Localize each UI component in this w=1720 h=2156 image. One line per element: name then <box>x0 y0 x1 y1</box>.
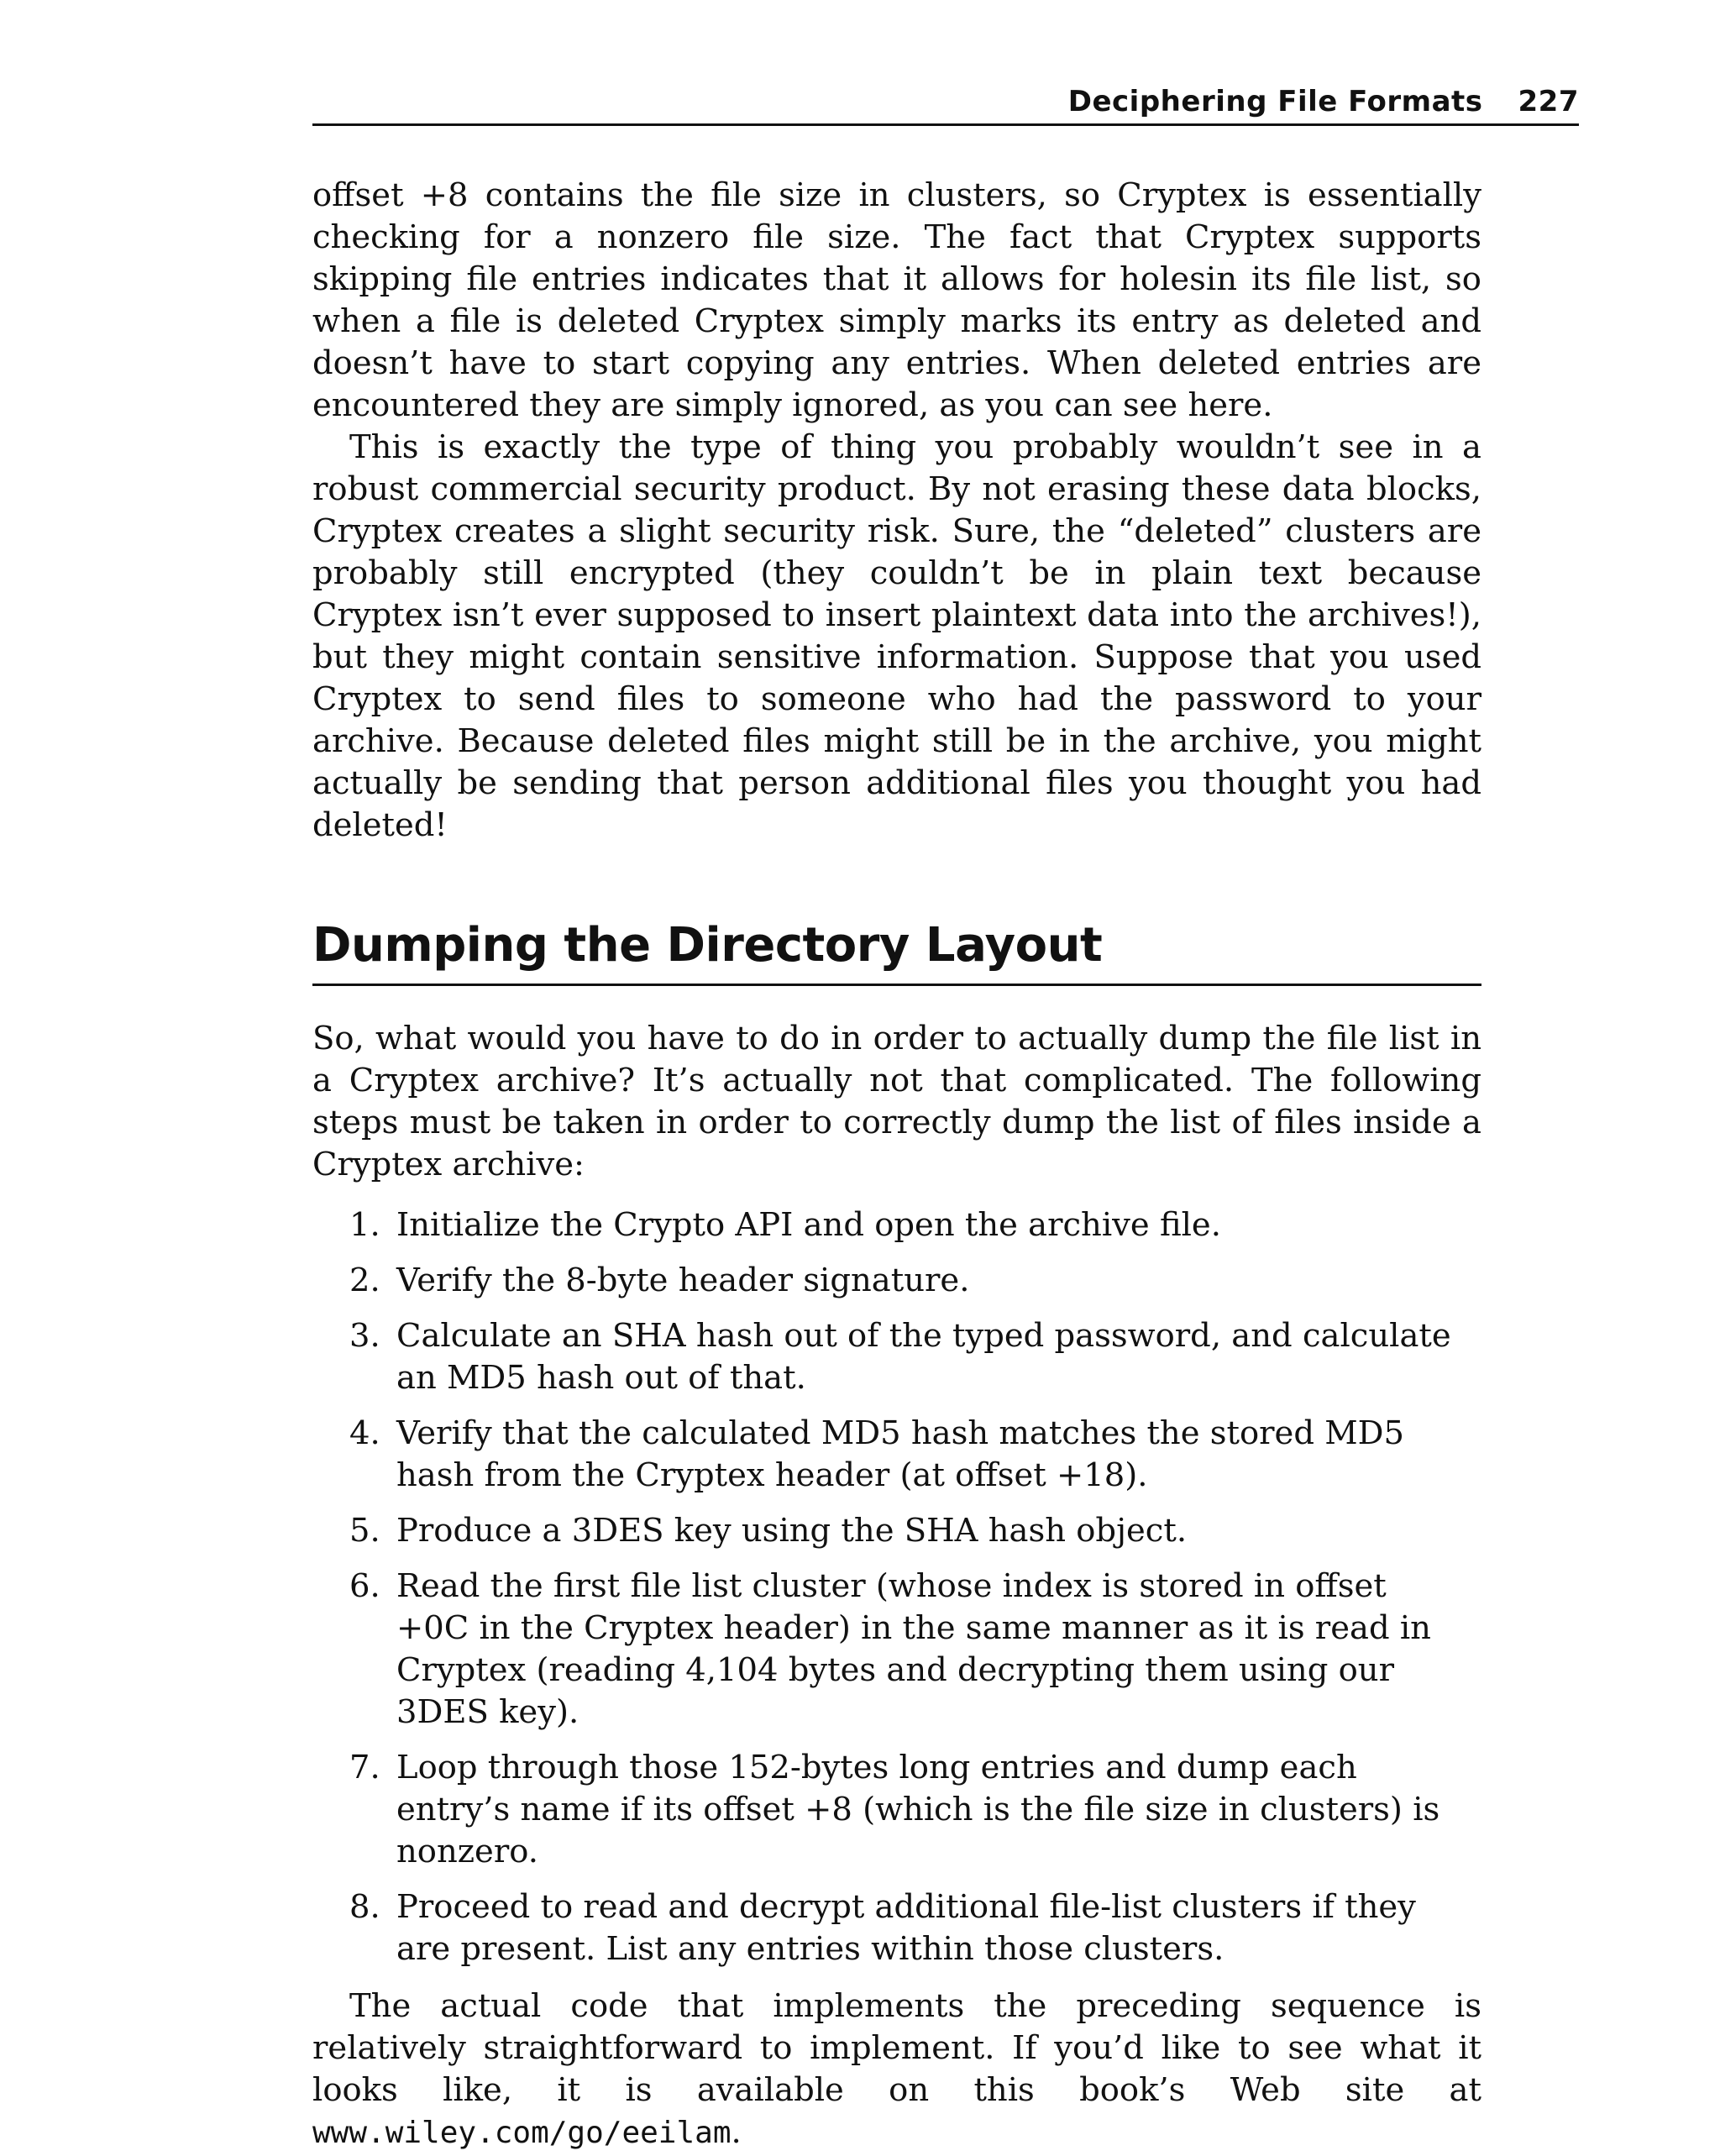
list-item <box>349 1886 1481 1970</box>
running-title: Deciphering File Formats <box>1067 85 1483 118</box>
list-item-text: Calculate an SHA hash out of the typed password, and calculate an MD5 hash out of that. <box>396 1317 1451 1397</box>
list-item-text: Read the first file list cluster (whose index is stored in offset +0C in the Cryptex header) in the same manner as it is read in Cryptex (reading 4,104 bytes and decrypting them using our 3DES key). <box>396 1567 1431 1731</box>
paragraph-3: So, what would you have to do in order to actually dump the file list in a Cryptex archive? It’s actually not that complicated. The following steps must be taken in order to correctly dump the list of files inside a Cryptex archive: <box>312 1020 1481 1183</box>
list-item-number: 6. <box>349 1567 380 1605</box>
paragraph-4-end: . <box>731 2113 742 2151</box>
list-item-text: Verify the 8-byte header signature. <box>396 1262 970 1299</box>
page-header <box>312 82 1579 126</box>
list-item-text: Produce a 3DES key using the SHA hash object. <box>396 1512 1188 1550</box>
steps-list <box>312 1204 1481 1970</box>
list-item <box>349 1315 1481 1399</box>
list-item-number: 1. <box>349 1206 380 1244</box>
list-item-number: 7. <box>349 1749 380 1786</box>
page-number: 227 <box>1518 85 1579 118</box>
page-body <box>312 175 1481 2154</box>
paragraph-1: offset +8 contains the file size in clusters, so Cryptex is essentially checking for a nonzero file size. The fact that Cryptex supports skipping file entries indicates that it allows for holesin its file list, so when a file is deleted Cryptex simply marks its entry as deleted and doesn’t have to start copying any entries. When deleted entries are encountered they are simply ignored, as you can see here. <box>312 176 1481 424</box>
list-item-number: 8. <box>349 1888 380 1926</box>
list-item-text: Proceed to read and decrypt additional file-list clusters if they are present. List any entries within those clusters. <box>396 1888 1416 1968</box>
list-item-number: 5. <box>349 1512 380 1550</box>
website-url: www.wiley.com/go/eeilam <box>312 2116 732 2150</box>
list-item-number: 2. <box>349 1262 380 1299</box>
list-item-text: Loop through those 152-bytes long entries and dump each entry’s name if its offset +8 (which is the file size in clusters) is nonzero. <box>396 1749 1440 1870</box>
list-item-number: 4. <box>349 1414 380 1452</box>
list-item <box>349 1260 1481 1302</box>
list-item <box>349 1413 1481 1497</box>
list-item <box>349 1510 1481 1552</box>
list-item-text: Initialize the Crypto API and open the archive file. <box>396 1206 1221 1244</box>
paragraph-4 <box>312 1986 1481 2154</box>
list-item-text: Verify that the calculated MD5 hash matches the stored MD5 hash from the Cryptex header (at offset +18). <box>396 1414 1405 1494</box>
list-item <box>349 1566 1481 1734</box>
paragraph-2: This is exactly the type of thing you probably wouldn’t see in a robust commercial security product. By not erasing these data blocks, Cryptex creates a slight security risk. Sure, the “deleted” clusters are probably still encrypted (they couldn’t be in plain text because Cryptex isn’t ever supposed to insert plaintext data into the archives!), but they might contain sensitive information. Suppose that you used Cryptex to send files to someone who had the password to your archive. Because deleted files might still be in the archive, you might actually be sending that person additional files you thought you had deleted! <box>312 428 1481 844</box>
list-item <box>349 1747 1481 1873</box>
list-item <box>349 1204 1481 1246</box>
paragraph-4-text: The actual code that implements the preceding sequence is relatively straightforward to implement. If you’d like to see what it looks like, it is available on this book’s Web site at <box>312 1987 1481 2109</box>
list-item-number: 3. <box>349 1317 380 1355</box>
section-heading: Dumping the Directory Layout <box>312 918 1481 986</box>
